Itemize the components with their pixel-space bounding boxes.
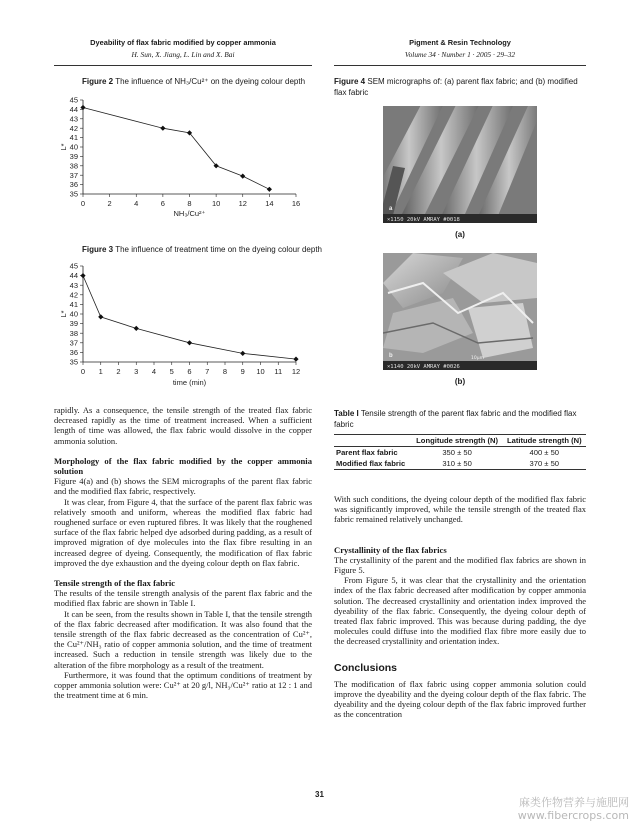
y-tick-label: 40	[69, 309, 78, 319]
sem-micrograph-parent	[383, 106, 537, 223]
figure-3-plot	[58, 258, 308, 390]
table-cell: Modified flax fabric	[334, 458, 412, 470]
y-tick-label: 38	[69, 161, 78, 171]
table-row	[334, 447, 586, 459]
sem-modified-marker: b	[389, 353, 393, 359]
figure-3-chart	[58, 258, 308, 390]
x-tick-label: 0	[80, 199, 86, 208]
figure-2-chart	[58, 92, 308, 222]
table-cell: 310 ± 50	[412, 458, 503, 470]
table-cell: 370 ± 50	[503, 458, 586, 470]
y-tick-label: 40	[69, 142, 78, 152]
y-tick-label: 43	[69, 114, 78, 124]
table-1-caption	[334, 408, 586, 430]
x-tick-label: 4	[134, 199, 139, 208]
figure-2-caption	[82, 76, 322, 87]
data-point	[240, 174, 245, 179]
table-cell: Parent flax fabric	[336, 448, 398, 457]
y-tick-label: 41	[69, 133, 78, 143]
data-point	[267, 187, 272, 192]
figure-3-caption	[82, 244, 322, 255]
paragraph: The modification of flax fabric using copper ammonia solution could improve the dyeability and the dyeing colour depth of the flax fabric. The dyeability and the dyeing colour depth of the flax fabric improved further as the concentration	[334, 678, 586, 720]
x-tick-label: 2	[107, 199, 112, 208]
running-header-left	[54, 38, 312, 59]
y-tick-label: 36	[69, 180, 78, 190]
y-tick-label: 44	[69, 271, 78, 281]
table-1	[334, 434, 586, 470]
sem-modified-scale-length: 10μm	[471, 356, 484, 361]
table-header-cell	[334, 435, 412, 447]
section-heading-morphology: Morphology of the flax fabric modified by the copper ammonia solution	[54, 455, 312, 477]
x-tick-label: 12	[291, 367, 301, 376]
paragraph: It was clear, from Figure 4, that the surface of the parent flax fabric was relatively smooth and uniform, whereas the modified flax fabric had roughened surface or even ruptured fibres. It was likely that the roughened surface of the flax fabric helped dye adsorbed during padding, as a result of improved migration of dye molecules into the flax fibre resulting in an increased degree of dyeing. Consequently, the modification of flax fabric improved the dye exhaustion and the dyeing colour depth on flax fabric.	[54, 496, 312, 568]
series-line	[83, 276, 296, 360]
x-tick-label: 12	[238, 199, 247, 208]
x-tick-label: 14	[265, 199, 274, 208]
x-axis-label: time (min)	[172, 378, 207, 387]
header-rule-right	[334, 65, 586, 66]
sem-parent-scalebar-text: ×1150 20kV AMRAY #0018	[387, 217, 460, 223]
sem-modified-scalebar-text: ×1140 20kV AMRAY #0026	[387, 364, 460, 370]
y-tick-label: 41	[69, 300, 78, 309]
y-tick-label: 44	[69, 105, 78, 114]
x-tick-label: 9	[240, 367, 245, 376]
x-tick-label: 4	[151, 367, 157, 376]
y-tick-label: 35	[69, 357, 78, 367]
data-point	[134, 326, 139, 331]
section-heading-tensile: Tensile strength of the flax fabric	[54, 578, 176, 589]
table-cell: 350 ± 50	[442, 448, 472, 457]
x-tick-label: 2	[116, 367, 121, 376]
y-tick-label: 43	[69, 280, 78, 290]
sem-parent-marker: a	[389, 206, 393, 212]
x-tick-label: 8	[222, 367, 228, 376]
header-rule-left	[54, 65, 312, 66]
sem-image-modified	[383, 253, 537, 370]
data-point	[160, 126, 165, 131]
paragraph: With such conditions, the dyeing colour depth of the modified flax fabric was significantly improved, while the tensile strength of the treated flax fabric remained relatively unchanged.	[334, 494, 586, 525]
paragraph: The crystallinity of the parent and the modified flax fabrics are shown in Figure 5.	[334, 554, 586, 576]
table-cell: 400 ± 50	[529, 448, 560, 457]
figure-4-caption	[334, 76, 586, 98]
y-tick-label: 37	[69, 170, 78, 180]
x-tick-label: 6	[160, 199, 165, 208]
paragraph: Figure 4(a) and (b) shows the SEM micrographs of the parent flax fabric and the modified flax fabric, respectively.	[54, 476, 312, 497]
figure-4-caption-text: SEM micrographs of: (a) parent flax fabric; and (b) modified flax fabric	[334, 77, 578, 97]
figure-3-label: Figure 3	[82, 245, 114, 254]
y-tick-label: 39	[69, 319, 78, 329]
x-tick-label: 1	[98, 367, 103, 376]
article-authors: H. Sun, X. Jiang, L. Lin and X. Bai	[131, 50, 235, 59]
section-heading-conclusions: Conclusions	[334, 661, 398, 674]
y-tick-label: 45	[69, 95, 78, 105]
x-tick-label: 5	[169, 367, 174, 376]
y-tick-label: 37	[69, 338, 78, 348]
x-tick-label: 3	[134, 367, 139, 376]
x-axis-label: NH₃/Cu²⁺	[173, 209, 206, 218]
paragraph: The results of the tensile strength analysis of the parent flax fabric and the modified flax fabric are shown in Table I.	[54, 588, 312, 609]
sem-image-parent	[383, 106, 537, 223]
right-column-text	[334, 494, 586, 719]
x-tick-label: 11	[274, 367, 283, 376]
y-tick-label: 45	[69, 261, 78, 271]
x-tick-label: 0	[80, 367, 86, 376]
paragraph: From Figure 5, it was clear that the crystallinity and the orientation index of the flax fabric decreased after modification by copper ammonia solution. The decreased crystallinity and orientation index improved the dyeability of the flax fabric. Consequently, the dyeing colour depth of treated flax fabric improved. This was because during padding, the dye molecules could diffuse into the modified flax fibre more easily due to the decreased crystallinity and orientation index.	[334, 575, 586, 647]
data-point	[240, 351, 245, 356]
y-axis-label: L*	[59, 143, 68, 151]
paragraph: rapidly. As a consequence, the tensile strength of the treated flax fabric decreased rapidly as the time of treatment increased. When a sufficient length of time was allowed, the flax fabric would dissolve in the copper ammonia solution.	[54, 405, 312, 446]
y-tick-label: 42	[69, 290, 78, 300]
figure-2-caption-text: The influence of NH₃/Cu²⁺ on the dyeing colour depth	[115, 77, 306, 86]
figure-4a-label: (a)	[455, 230, 465, 239]
y-tick-label: 42	[69, 123, 78, 133]
x-tick-label: 10	[256, 367, 265, 376]
y-tick-label: 35	[69, 189, 78, 199]
table-row	[334, 458, 586, 470]
paragraph: It can be seen, from the results shown in Table I, that the tensile strength of the flax fabric decreased after modification. It was also found that the tensile strength of the flax fabric decreased as the concentration of Cu²⁺, the Cu²⁺/NH₃ ratio of copper ammonia solution, and the time of treatment increased. Such a reduction in tensile strength was likely due to the alteration of the fibre morphology as a result of the treatment.	[54, 608, 312, 670]
journal-volume: Volume 34 · Number 1 · 2005 · 29–32	[404, 50, 516, 59]
running-header-right	[334, 38, 586, 59]
figure-4-label: Figure 4	[334, 77, 366, 86]
x-tick-label: 10	[211, 199, 221, 208]
table-header-cell: Longitude strength (N)	[412, 435, 503, 447]
figure-2-plot	[58, 92, 308, 222]
x-tick-label: 6	[187, 367, 192, 376]
table-1-caption-text: Tensile strength of the parent flax fabric and the modified flax fabric	[334, 409, 577, 429]
left-column-text	[54, 405, 312, 700]
data-point	[293, 357, 298, 362]
y-tick-label: 36	[69, 348, 78, 357]
table-header-cell: Latitude strength (N)	[503, 435, 586, 447]
watermark-line-1: 麻类作物营养与施肥网	[519, 796, 629, 809]
table-1-label: Table I	[334, 409, 359, 418]
page-number: 31	[315, 790, 324, 799]
site-watermark	[518, 796, 629, 822]
paragraph: Furthermore, it was found that the optimum conditions of treatment by copper ammonia solution were: Cu²⁺ at 20 g/l, NH₃/Cu²⁺ ratio at 12 : 1 and the treatment time at 6 min.	[54, 669, 312, 701]
watermark-line-2: www.fibercrops.com	[517, 809, 629, 822]
x-tick-label: 8	[187, 199, 192, 208]
y-axis-label: L*	[59, 310, 68, 318]
sem-micrograph-modified	[383, 253, 537, 370]
x-tick-label: 16	[291, 199, 301, 208]
data-point	[187, 340, 192, 345]
y-tick-label: 39	[69, 152, 78, 161]
data-point	[98, 314, 103, 319]
x-tick-label: 7	[205, 367, 210, 376]
figure-3-caption-text: The influence of treatment time on the dyeing colour depth	[115, 245, 322, 254]
figure-2-label: Figure 2	[82, 77, 114, 86]
figure-4b-label: (b)	[454, 377, 466, 386]
article-title: Dyeability of flax fabric modified by copper ammonia	[90, 38, 276, 47]
journal-title: Pigment & Resin Technology	[409, 38, 511, 47]
section-heading-crystallinity: Crystallinity of the flax fabrics	[334, 544, 447, 555]
data-point	[80, 273, 85, 278]
y-tick-label: 38	[69, 328, 78, 338]
